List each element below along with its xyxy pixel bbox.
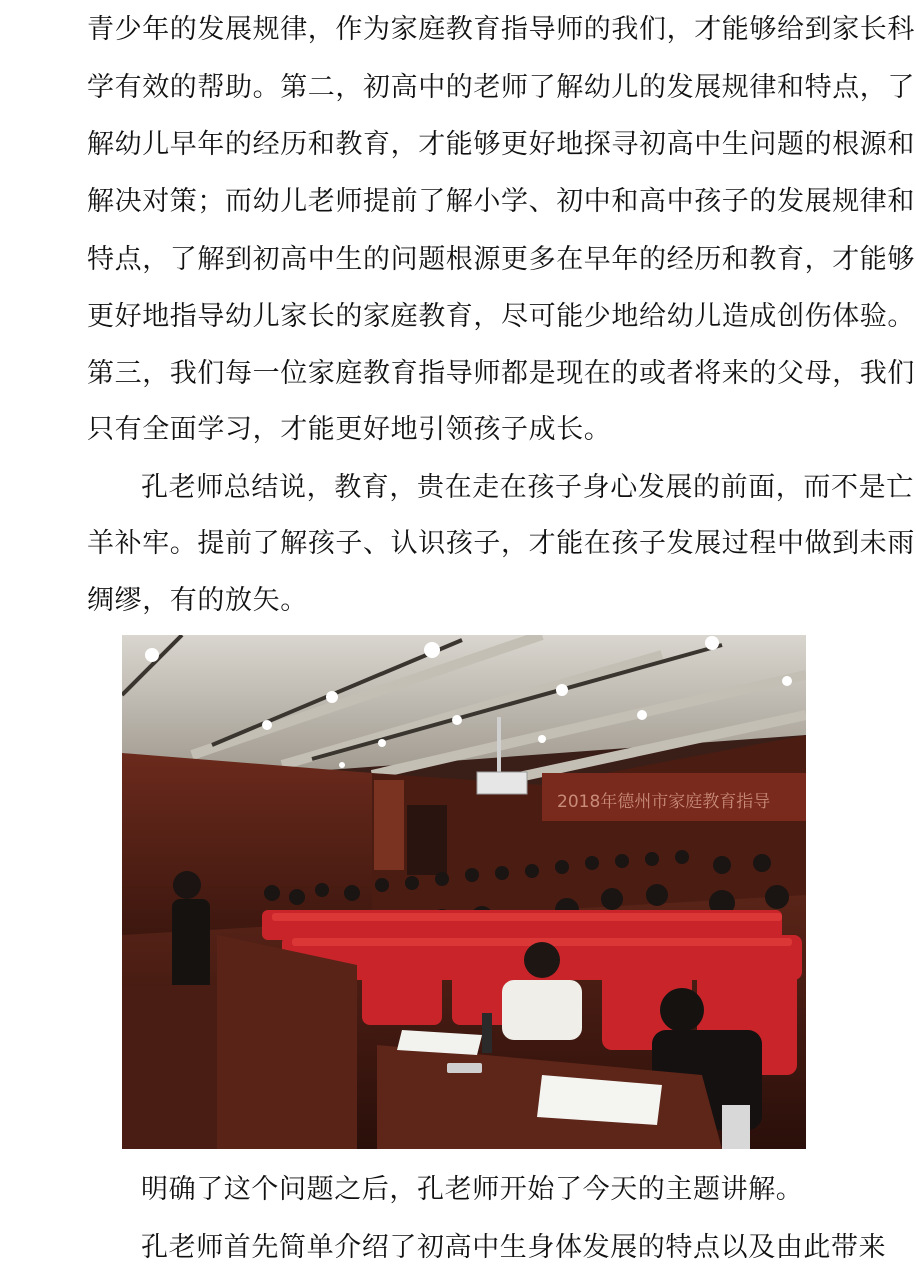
paragraph-2-line-3: 绸缪，有的放矢。 (87, 585, 308, 616)
paragraph-2-line-1: 孔老师总结说，教育，贵在走在孩子身心发展的前面，而不是亡 (141, 472, 914, 503)
paragraph-3: 明确了这个问题之后，孔老师开始了今天的主题讲解。 (141, 1174, 804, 1205)
paragraph-1-line-3: 解幼儿早年的经历和教育，才能够更好地探寻初高中生问题的根源和 (87, 129, 915, 160)
paragraph-1-line-2: 学有效的帮助。第二，初高中的老师了解幼儿的发展规律和特点，了 (87, 72, 915, 103)
paragraph-2-line-2: 羊补牢。提前了解孩子、认识孩子，才能在孩子发展过程中做到未雨 (87, 528, 915, 559)
paragraph-4: 孔老师首先简单介绍了初高中生身体发展的特点以及由此带来 (141, 1232, 887, 1263)
paragraph-1-line-5: 特点，了解到初高中生的问题根源更多在早年的经历和教育，才能够 (87, 244, 915, 275)
paragraph-1-line-1: 青少年的发展规律，作为家庭教育指导师的我们，才能够给到家长科 (87, 14, 915, 45)
paragraph-1-line-4: 解决对策；而幼儿老师提前了解小学、初中和高中孩子的发展规律和 (87, 186, 915, 217)
lecture-hall-photo (122, 635, 806, 1149)
banner-text: 2018年德州市家庭教育指导 (557, 792, 771, 812)
paragraph-1-line-6: 更好地指导幼儿家长的家庭教育，尽可能少地给幼儿造成创伤体验。 (87, 301, 915, 332)
paragraph-1-line-8: 只有全面学习，才能更好地引领孩子成长。 (87, 414, 612, 445)
paragraph-1-line-7: 第三，我们每一位家庭教育指导师都是现在的或者将来的父母，我们 (87, 358, 915, 389)
